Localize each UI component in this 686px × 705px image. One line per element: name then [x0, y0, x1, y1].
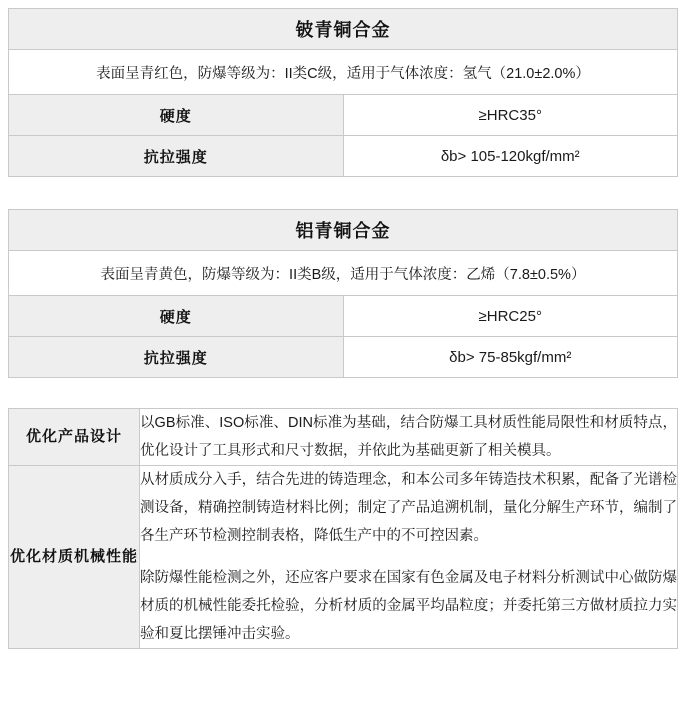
- table-row: [9, 296, 678, 337]
- property-label-hardness: 硬度: [9, 296, 344, 337]
- table-row: [9, 337, 678, 378]
- optimization-table: [8, 408, 678, 649]
- alloy-table-aluminum-bronze: [8, 209, 678, 378]
- alloy-table-beryllium-bronze: [8, 8, 678, 177]
- paragraph: 除防爆性能检测之外，还应客户要求在国家有色金属及电子材料分析测试中心做防爆材质的机械性能委托检验，分析材质的金属平均晶粒度；并委托第三方做材质拉力实验和夏比摆锤冲击实验。: [140, 570, 677, 642]
- table-row: [9, 210, 678, 251]
- table-row: [9, 9, 678, 50]
- table-row: [9, 50, 678, 95]
- property-label-tensile-strength: 抗拉强度: [9, 337, 344, 378]
- property-value-hardness: ≥HRC25°: [343, 296, 678, 337]
- optimization-content-material: [140, 466, 678, 649]
- alloy-description: 表面呈青红色，防爆等级为：II类C级，适用于气体浓度：氢气（21.0±2.0%）: [9, 50, 678, 95]
- alloy-title: 铍青铜合金: [9, 9, 678, 50]
- optimization-label-material: 优化材质机械性能: [9, 466, 140, 649]
- property-label-tensile-strength: 抗拉强度: [9, 136, 344, 177]
- section-spacer: [8, 177, 678, 209]
- property-value-tensile-strength: δb> 105-120kgf/mm²: [343, 136, 678, 177]
- property-value-hardness: ≥HRC35°: [343, 95, 678, 136]
- property-label-hardness: 硬度: [9, 95, 344, 136]
- table-row: [9, 136, 678, 177]
- optimization-content-design: [140, 409, 678, 466]
- alloy-title: 铝青铜合金: [9, 210, 678, 251]
- section-spacer: [8, 378, 678, 408]
- property-value-tensile-strength: δb> 75-85kgf/mm²: [343, 337, 678, 378]
- alloy-description: 表面呈青黄色，防爆等级为：II类B级，适用于气体浓度：乙烯（7.8±0.5%）: [9, 251, 678, 296]
- table-row: [9, 251, 678, 296]
- paragraph: 从材质成分入手，结合先进的铸造理念，和本公司多年铸造技术积累，配备了光谱检测设备，精确控制铸造材料比例；制定了产品追溯机制，量化分解生产环节，编制了各生产环节检测控制表格，降低生产中的不可控因素。: [140, 472, 677, 544]
- paragraph: 以GB标准、ISO标准、DIN标准为基础，结合防爆工具材质性能局限性和材质特点，优化设计了工具形式和尺寸数据，并依此为基础更新了相关模具。: [140, 415, 677, 459]
- table-row: [9, 409, 678, 466]
- optimization-label-design: 优化产品设计: [9, 409, 140, 466]
- table-row: [9, 95, 678, 136]
- table-row: [9, 466, 678, 649]
